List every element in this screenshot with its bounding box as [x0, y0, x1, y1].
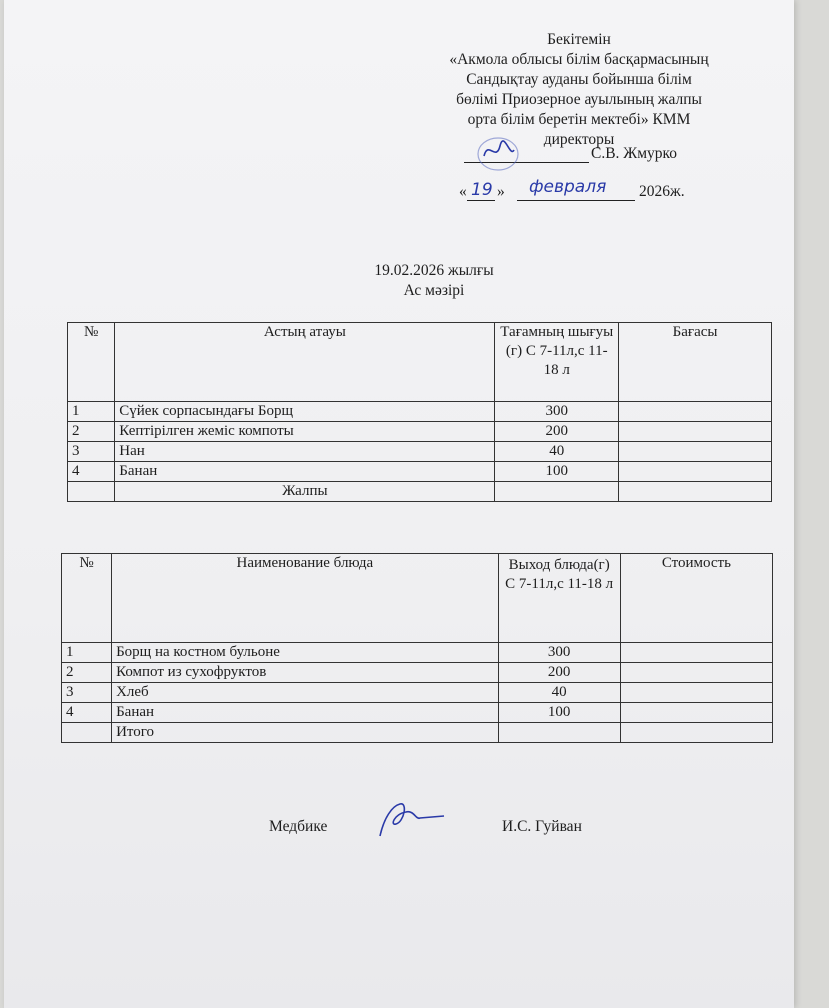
nurse-role: Медбике	[269, 818, 328, 835]
row-price	[619, 462, 772, 482]
header-price: Стоимость	[620, 554, 772, 643]
approval-line: бөлімі Приозерное ауылының жалпы	[456, 91, 702, 108]
row-portion: 300	[498, 643, 620, 663]
date-quote-open: «	[459, 183, 467, 200]
row-price	[620, 663, 772, 683]
approval-line: орта білім беретін мектебі» КММ	[467, 111, 691, 128]
table-row	[62, 703, 773, 723]
row-portion: 40	[495, 442, 619, 462]
row-number: 2	[68, 422, 115, 442]
row-dish: Банан	[112, 703, 499, 723]
total-label: Жалпы	[115, 482, 495, 502]
nurse-signature-row	[269, 818, 649, 848]
row-portion: 100	[498, 703, 620, 723]
row-number: 2	[62, 663, 112, 683]
director-name: С.В. Жмурко	[591, 145, 677, 162]
menu-date: 19.02.2026 жылғы	[374, 262, 494, 279]
header-dish-name: Наименование блюда	[112, 554, 499, 643]
row-dish: Банан	[115, 462, 495, 482]
approval-line: Сандықтау ауданы бойынша білім	[466, 71, 692, 88]
table-header-row	[68, 323, 772, 402]
table-row	[68, 442, 772, 462]
header-price: Бағасы	[619, 323, 772, 402]
menu-heading: Ас мәзірі	[403, 282, 465, 299]
menu-table-russian	[61, 553, 773, 743]
approval-line: Бекітемін	[547, 31, 611, 48]
row-price	[619, 422, 772, 442]
stamp-signature-icon	[474, 132, 522, 172]
row-number: 1	[68, 402, 115, 422]
approval-block	[414, 30, 744, 150]
menu-table-kazakh	[67, 322, 772, 502]
row-dish: Нан	[115, 442, 495, 462]
row-number: 4	[62, 703, 112, 723]
date-year: 2026ж.	[639, 183, 685, 200]
table-header-row	[62, 554, 773, 643]
table-row	[68, 422, 772, 442]
total-label: Итого	[112, 723, 499, 743]
table-row	[62, 643, 773, 663]
row-price	[619, 402, 772, 422]
header-number: №	[62, 554, 112, 643]
menu-title	[304, 261, 564, 301]
row-price	[620, 703, 772, 723]
row-price	[620, 683, 772, 703]
document-page	[4, 0, 794, 1008]
row-portion: 200	[498, 663, 620, 683]
row-portion: 100	[495, 462, 619, 482]
row-dish: Борщ на костном бульоне	[112, 643, 499, 663]
table-row	[62, 663, 773, 683]
date-month: февраля	[529, 177, 607, 197]
row-dish: Кептірілген жеміс компоты	[115, 422, 495, 442]
row-portion: 300	[495, 402, 619, 422]
nurse-name: И.С. Гуйван	[502, 818, 582, 835]
approval-line: «Акмола облысы білім басқармасының	[449, 51, 709, 68]
table-row	[68, 462, 772, 482]
row-dish: Хлеб	[112, 683, 499, 703]
row-number: 1	[62, 643, 112, 663]
header-portion: Тағамның шығуы (г) С 7-11л,с 11-18 л	[495, 323, 619, 402]
date-quote-close: »	[497, 183, 505, 200]
table-row	[68, 402, 772, 422]
date-day: 19	[471, 180, 493, 200]
row-price	[620, 643, 772, 663]
row-number: 3	[62, 683, 112, 703]
nurse-signature-icon	[374, 796, 446, 842]
approval-line: директоры	[543, 131, 615, 148]
table-row	[62, 683, 773, 703]
row-portion: 200	[495, 422, 619, 442]
row-number: 4	[68, 462, 115, 482]
row-portion: 40	[498, 683, 620, 703]
row-dish: Сүйек сорпасындағы Борщ	[115, 402, 495, 422]
row-price	[619, 442, 772, 462]
row-number: 3	[68, 442, 115, 462]
header-number: №	[68, 323, 115, 402]
approval-date	[459, 177, 759, 209]
table-total-row	[62, 723, 773, 743]
row-dish: Компот из сухофруктов	[112, 663, 499, 683]
header-dish-name: Астың атауы	[115, 323, 495, 402]
header-portion: Выход блюда(г) С 7-11л,с 11-18 л	[498, 554, 620, 643]
table-total-row	[68, 482, 772, 502]
